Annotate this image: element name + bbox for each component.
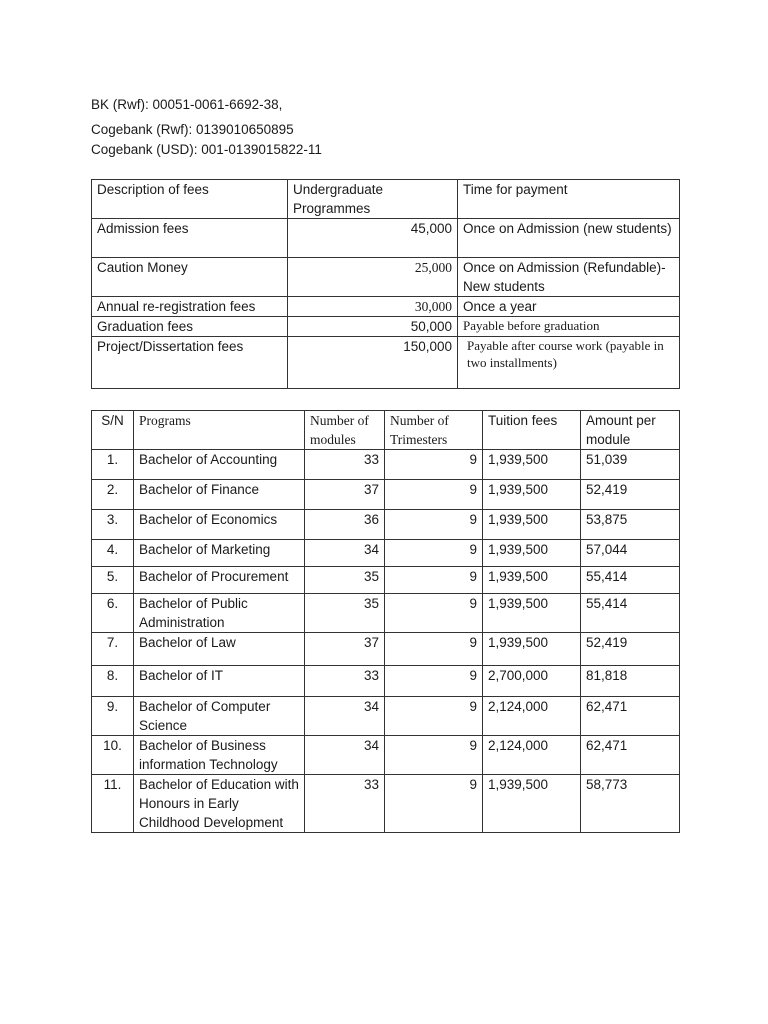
- fee-amount: 150,000: [288, 337, 458, 389]
- fee-description: Annual re-registration fees: [92, 297, 288, 317]
- program-per-module: 55,414: [581, 567, 680, 594]
- program-per-module: 53,875: [581, 510, 680, 540]
- program-tuition: 2,124,000: [483, 736, 581, 775]
- program-trimesters: 9: [385, 666, 483, 697]
- program-tuition: 1,939,500: [483, 567, 581, 594]
- program-sn: 9.: [92, 697, 134, 736]
- program-modules: 36: [305, 510, 385, 540]
- fee-time: Once on Admission (Refundable)-New students: [458, 258, 680, 297]
- program-per-module: 52,419: [581, 633, 680, 666]
- program-name: Bachelor of Public Administration: [134, 594, 305, 633]
- program-tuition: 1,939,500: [483, 510, 581, 540]
- program-row: [92, 480, 680, 510]
- program-trimesters: 9: [385, 540, 483, 567]
- fee-time: Payable before graduation: [458, 317, 680, 337]
- program-trimesters: 9: [385, 775, 483, 833]
- program-per-module: 62,471: [581, 697, 680, 736]
- program-row: [92, 775, 680, 833]
- program-sn: 8.: [92, 666, 134, 697]
- program-sn: 2.: [92, 480, 134, 510]
- fees-header-row: [92, 180, 680, 219]
- header-programs: Programs: [134, 411, 305, 450]
- program-trimesters: 9: [385, 697, 483, 736]
- fees-header-description: Description of fees: [92, 180, 288, 219]
- program-trimesters: 9: [385, 510, 483, 540]
- fee-description: Project/Dissertation fees: [92, 337, 288, 389]
- fee-description: Graduation fees: [92, 317, 288, 337]
- program-row: [92, 736, 680, 775]
- program-tuition: 2,124,000: [483, 697, 581, 736]
- program-tuition: 1,939,500: [483, 594, 581, 633]
- fee-description: Admission fees: [92, 219, 288, 258]
- program-sn: 4.: [92, 540, 134, 567]
- program-tuition: 1,939,500: [483, 775, 581, 833]
- program-tuition: 1,939,500: [483, 540, 581, 567]
- program-name: Bachelor of Finance: [134, 480, 305, 510]
- program-tuition: 1,939,500: [483, 450, 581, 480]
- header-trimesters: Number of Trimesters: [385, 411, 483, 450]
- program-name: Bachelor of Computer Science: [134, 697, 305, 736]
- bank-account-bk: BK (Rwf): 00051-0061-6692-38,: [91, 97, 283, 112]
- program-trimesters: 9: [385, 567, 483, 594]
- program-per-module: 57,044: [581, 540, 680, 567]
- programs-header-row: [92, 411, 680, 450]
- fee-amount: 45,000: [288, 219, 458, 258]
- fees-header-time: Time for payment: [458, 180, 680, 219]
- header-amount-per-module: Amount per module: [581, 411, 680, 450]
- program-row: [92, 450, 680, 480]
- program-per-module: 62,471: [581, 736, 680, 775]
- program-modules: 35: [305, 594, 385, 633]
- fees-row: [92, 297, 680, 317]
- program-modules: 35: [305, 567, 385, 594]
- program-row: [92, 510, 680, 540]
- program-name: Bachelor of Marketing: [134, 540, 305, 567]
- fee-time: Once on Admission (new students): [458, 219, 680, 258]
- program-row: [92, 666, 680, 697]
- program-trimesters: 9: [385, 736, 483, 775]
- program-name: Bachelor of Accounting: [134, 450, 305, 480]
- program-row: [92, 594, 680, 633]
- fees-row: [92, 317, 680, 337]
- program-name: Bachelor of IT: [134, 666, 305, 697]
- bank-account-cogebank-usd: Cogebank (USD): 001-0139015822-11: [91, 142, 322, 157]
- bank-account-cogebank-rwf: Cogebank (Rwf): 0139010650895: [91, 122, 294, 137]
- program-per-module: 52,419: [581, 480, 680, 510]
- program-row: [92, 697, 680, 736]
- fee-description: Caution Money: [92, 258, 288, 297]
- program-name: Bachelor of Business information Technology: [134, 736, 305, 775]
- program-row: [92, 567, 680, 594]
- program-sn: 5.: [92, 567, 134, 594]
- program-per-module: 81,818: [581, 666, 680, 697]
- program-sn: 3.: [92, 510, 134, 540]
- fee-amount: 30,000: [288, 297, 458, 317]
- program-sn: 11.: [92, 775, 134, 833]
- program-row: [92, 633, 680, 666]
- program-trimesters: 9: [385, 480, 483, 510]
- fees-row: [92, 258, 680, 297]
- fee-time: Payable after course work (payable in two installments): [458, 337, 680, 389]
- program-name: Bachelor of Economics: [134, 510, 305, 540]
- program-per-module: 58,773: [581, 775, 680, 833]
- program-per-module: 51,039: [581, 450, 680, 480]
- program-row: [92, 540, 680, 567]
- header-tuition: Tuition fees: [483, 411, 581, 450]
- program-trimesters: 9: [385, 633, 483, 666]
- fee-amount: 50,000: [288, 317, 458, 337]
- header-sn: S/N: [92, 411, 134, 450]
- fee-amount: 25,000: [288, 258, 458, 297]
- program-name: Bachelor of Procurement: [134, 567, 305, 594]
- program-per-module: 55,414: [581, 594, 680, 633]
- programs-table: [91, 410, 680, 833]
- program-name: Bachelor of Education with Honours in Early Childhood Development: [134, 775, 305, 833]
- program-name: Bachelor of Law: [134, 633, 305, 666]
- program-modules: 33: [305, 450, 385, 480]
- fees-row: [92, 337, 680, 389]
- program-tuition: 1,939,500: [483, 480, 581, 510]
- program-modules: 34: [305, 540, 385, 567]
- program-modules: 34: [305, 736, 385, 775]
- fees-table: [91, 179, 680, 389]
- program-trimesters: 9: [385, 450, 483, 480]
- program-sn: 10.: [92, 736, 134, 775]
- fee-time: Once a year: [458, 297, 680, 317]
- program-tuition: 1,939,500: [483, 633, 581, 666]
- program-modules: 34: [305, 697, 385, 736]
- program-tuition: 2,700,000: [483, 666, 581, 697]
- program-sn: 6.: [92, 594, 134, 633]
- header-modules: Number of modules: [305, 411, 385, 450]
- program-modules: 33: [305, 775, 385, 833]
- program-modules: 33: [305, 666, 385, 697]
- program-modules: 37: [305, 480, 385, 510]
- fees-row: [92, 219, 680, 258]
- program-sn: 1.: [92, 450, 134, 480]
- fees-header-amount: Undergraduate Programmes: [288, 180, 458, 219]
- program-trimesters: 9: [385, 594, 483, 633]
- program-modules: 37: [305, 633, 385, 666]
- program-sn: 7.: [92, 633, 134, 666]
